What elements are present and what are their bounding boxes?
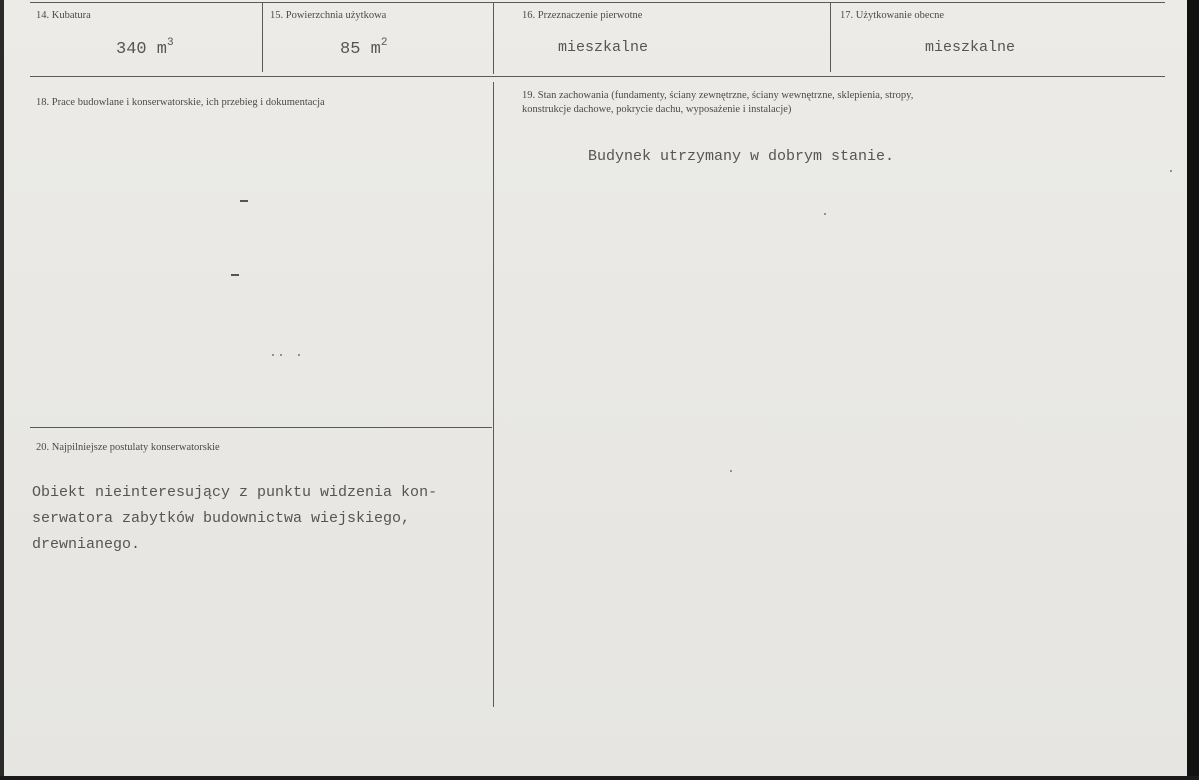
uzytkowanie-label: 17. Użytkowanie obecne	[840, 10, 945, 21]
powierzchnia-value	[340, 37, 388, 59]
top-row-divider-3	[830, 2, 831, 72]
section20-label: 20. Najpilniejsze postulaty konserwatorskie	[36, 442, 220, 453]
speck-4	[824, 213, 826, 215]
przeznaczenie-value: mieszkalne	[558, 39, 649, 56]
uzytkowanie-value: mieszkalne	[925, 39, 1016, 56]
scan-edge-bottom	[0, 776, 1199, 780]
section18-mark-1	[240, 200, 248, 202]
speck-5	[730, 470, 732, 472]
section18-label: 18. Prace budowlane i konserwatorskie, ich przebieg i dokumentacja	[36, 97, 325, 108]
powierzchnia-label: 15. Powierzchnia użytkowa	[270, 10, 387, 21]
section20-line-2: serwatora zabytków budownictwa wiejskiego,	[32, 510, 411, 527]
section18-top-divider	[493, 82, 494, 138]
section19-label-line1: 19. Stan zachowania (fundamenty, ściany zewnętrzne, ściany wewnętrzne, sklepienia, stropy,	[522, 90, 914, 101]
section20-line-3: drewnianego.	[32, 536, 141, 553]
section19-label-line2: konstrukcje dachowe, pokrycie dachu, wyposażenie i instalacje)	[522, 104, 792, 115]
top-rule	[30, 2, 1165, 3]
kubatura-value	[116, 37, 174, 59]
section20-top-rule	[30, 427, 492, 428]
top-row-divider-2	[493, 2, 494, 74]
section19-value: Budynek utrzymany w dobrym stanie.	[588, 148, 895, 165]
speck-6	[1170, 170, 1172, 172]
top-row-divider-1	[262, 2, 263, 72]
section20-line-1: Obiekt nieinteresujący z punktu widzenia kon-	[32, 484, 438, 501]
middle-vertical-divider	[493, 82, 494, 707]
scan-edge-left	[0, 0, 4, 780]
kubatura-label: 14. Kubatura	[36, 10, 91, 21]
speck-1	[272, 354, 274, 356]
kubatura-number: 340 m	[116, 40, 168, 59]
powierzchnia-superscript: 2	[380, 37, 388, 49]
scan-edge-right	[1187, 0, 1199, 780]
speck-3	[298, 354, 300, 356]
section18-mark-2	[231, 274, 239, 276]
speck-2	[280, 354, 282, 356]
przeznaczenie-label: 16. Przeznaczenie pierwotne	[522, 10, 643, 21]
kubatura-superscript: 3	[167, 37, 174, 49]
powierzchnia-number: 85 m	[340, 40, 381, 59]
top-row-bottom-rule	[30, 76, 1165, 77]
